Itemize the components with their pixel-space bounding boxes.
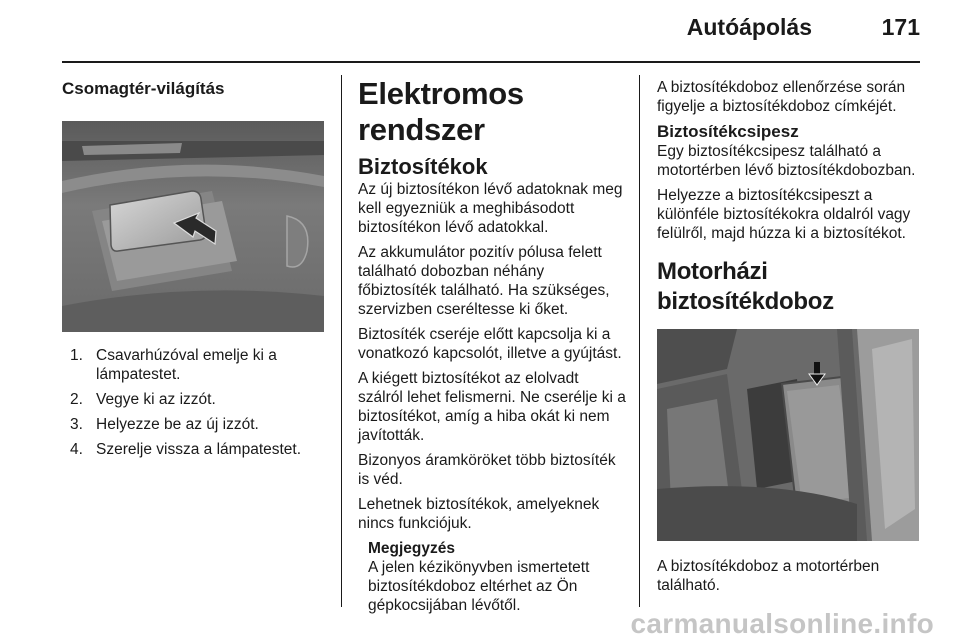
- paragraph-intro: A biztosítékdoboz ellenőrzése során figyelje a biztosítékdoboz címkéjét.: [657, 79, 906, 115]
- step-text: Szerelje vissza a lámpatestet.: [96, 441, 302, 458]
- step-text: Vegye ki az izzót.: [96, 391, 216, 408]
- engine-fusebox-illustration-icon: [657, 329, 919, 541]
- note-title: Megjegyzés: [368, 540, 456, 557]
- step-text: Csavarhúzóval emelje ki a lámpatestet.: [96, 347, 277, 383]
- lamp-removal-illustration-icon: [62, 121, 324, 332]
- column-electrical-system: [358, 76, 626, 621]
- list-item: [62, 346, 324, 384]
- paragraph: Bizonyos áramköröket több biztosíték is véd.: [358, 452, 616, 488]
- paragraph: Az új biztosítékon lévő adatoknak meg kell egyezniük a meghibásodott biztosítékon lévő adatokkal.: [358, 181, 623, 236]
- step-number: 4.: [70, 441, 83, 458]
- paragraph: Biztosíték cseréje előtt kapcsolja ki a vonatkozó kapcsolót, illetve a gyújtást.: [358, 326, 622, 362]
- column-trunk-lighting: [62, 76, 324, 465]
- list-item: [62, 440, 324, 459]
- step-number: 2.: [70, 391, 83, 408]
- lamp-removal-figure: [62, 121, 324, 332]
- step-text: Helyezze be az új izzót.: [96, 416, 259, 433]
- page-number: 171: [881, 14, 920, 40]
- heading-engine-fuse-box: Motorházi biztosítékdoboz: [657, 258, 834, 315]
- note-box: [368, 539, 626, 615]
- list-item: [62, 415, 324, 434]
- note-text: A jelen kézikönyvben ismertetett biztosítékdoboz eltérhet az Ön gépkocsijában lévőtől.: [368, 559, 590, 614]
- column-divider-2: [639, 75, 640, 607]
- paragraph: Az akkumulátor pozitív pólusa felett található dobozban néhány főbiztosíték található. Ha szükséges, szervizben cseréltesse ki őket.: [358, 244, 610, 318]
- engine-fusebox-figure: [657, 329, 919, 541]
- heading-fuses: Biztosítékok: [358, 154, 488, 179]
- figure-caption: A biztosítékdoboz a motortérben található.: [657, 558, 880, 594]
- section-heading-trunk-lighting: Csomagtér-világítás: [62, 79, 225, 98]
- paragraph-puller: Egy biztosítékcsipesz található a motortérben lévő biztosítékdobozban.: [657, 143, 916, 179]
- paragraph: A kiégett biztosítékot az elolvadt szálról lehet felismerni. Ne cserélje ki a biztosítékot, amíg a hiba okát ki nem javították.: [358, 370, 626, 444]
- header-title: Autóápolás: [686, 14, 812, 40]
- step-number: 1.: [70, 347, 83, 364]
- steps-list: [62, 346, 324, 459]
- header-rule: [62, 61, 920, 63]
- paragraph-puller-2: Helyezze a biztosítékcsipeszt a különféle biztosítékokra oldalról vagy felülről, majd húzza ki a biztosítékot.: [657, 187, 911, 242]
- heading-fuse-puller: Biztosítékcsipesz: [657, 122, 799, 141]
- watermark: carmanualsonline.info: [630, 608, 934, 639]
- column-divider-1: [341, 75, 342, 607]
- list-item: [62, 390, 324, 409]
- column-fuse-box: [657, 78, 925, 601]
- step-number: 3.: [70, 416, 83, 433]
- heading-electrical-system: Elektromos rendszer: [358, 76, 524, 147]
- paragraph: Lehetnek biztosítékok, amelyeknek nincs funkciójuk.: [358, 496, 600, 532]
